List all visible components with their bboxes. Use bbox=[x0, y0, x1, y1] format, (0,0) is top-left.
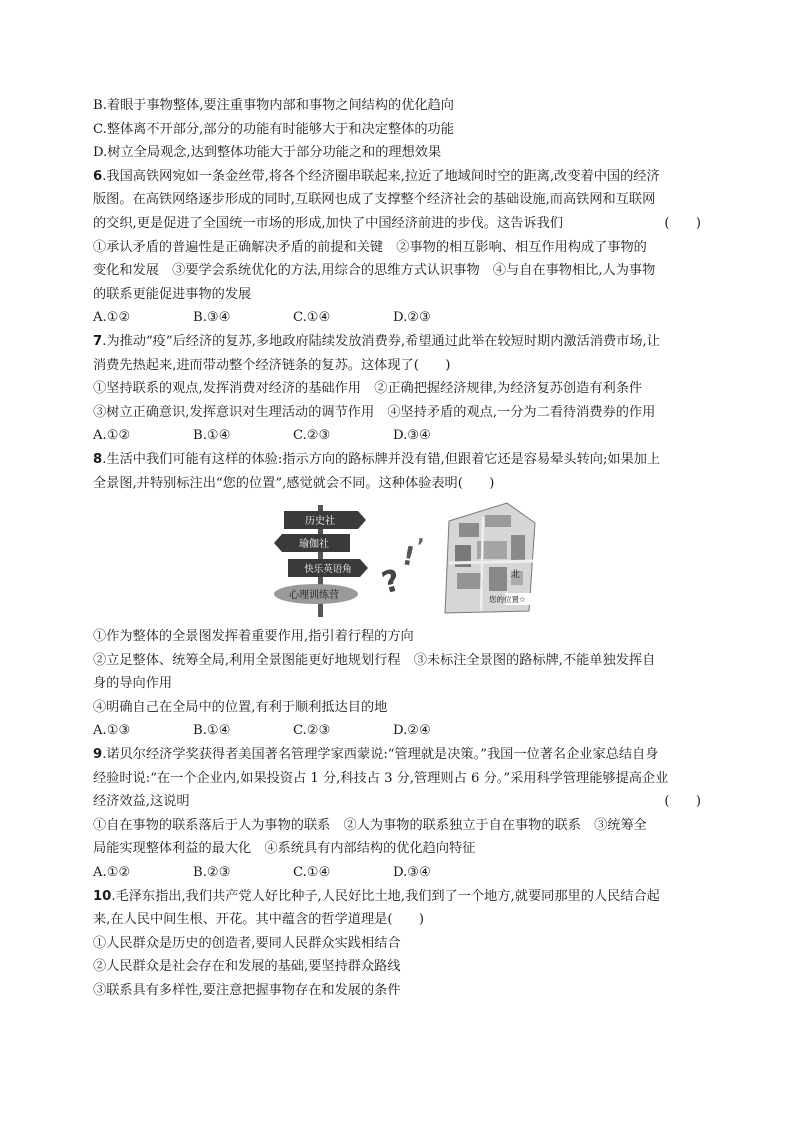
q6-statement-line1: ①承认矛盾的普遍性是正确解决矛盾的前提和关键 ②事物的相互影响、相互作用构成了事物的 bbox=[93, 239, 647, 255]
q8-option-c: C.②③ bbox=[293, 723, 331, 739]
q10-statement-line2: ②人民群众是社会存在和发展的基础,要坚持群众路线 bbox=[93, 959, 401, 975]
q5-option-b: B.着眼于事物整体,要注重事物内部和事物之间结构的优化趋向 bbox=[93, 98, 454, 113]
q6-stem-text1: .我国高铁网宛如一条金丝带,将各个经济圈串联起来,拉近了地域间时空的距离,改变着中国的经济 bbox=[102, 168, 660, 184]
q7-option-a: A.①② bbox=[93, 428, 131, 444]
q8-statement-line4: ④明确自己在全局中的位置,有利于顺利抵达目的地 bbox=[93, 699, 388, 715]
q10-statement-line1: ①人民群众是历史的创造者,要同人民群众实践相结合 bbox=[93, 935, 401, 951]
panorama-map-illustration bbox=[437, 501, 537, 616]
q10-stem-text1: .毛泽东指出,我们共产党人好比种子,人民好比土地,我们到了一个地方,就要同那里的人民结合起 bbox=[111, 888, 660, 904]
q8-number: 8 bbox=[93, 451, 103, 467]
q8-options bbox=[93, 719, 703, 743]
svg-text:?: ? bbox=[378, 563, 405, 602]
q9-option-d: D.③④ bbox=[393, 865, 431, 881]
q8-stem-line1 bbox=[93, 448, 703, 472]
signpost-illustration bbox=[270, 501, 370, 619]
q10-statement-line3: ③联系具有多样性,要注意把握事物存在和发展的条件 bbox=[93, 983, 401, 998]
q9-stem-line3 bbox=[93, 790, 703, 814]
q9-stem-text1: .诺贝尔经济学奖获得者美国著名管理学家西蒙说:“管理就是决策。”我国一位著名企业家总结自身 bbox=[102, 747, 659, 763]
map-north-label: 北 bbox=[511, 570, 521, 581]
q9-option-c: C.①④ bbox=[293, 865, 331, 881]
sign-2-label: 瑜伽社 bbox=[299, 539, 329, 551]
q8-stem-line2: 全景图,并特别标注出“您的位置”,感觉就会不同。这种体验表明( ) bbox=[93, 475, 495, 491]
q7-option-c: C.②③ bbox=[293, 428, 331, 444]
q10-stem-line2: 来,在人民中间生根、开花。其中蕴含的哲学道理是( ) bbox=[93, 912, 424, 928]
q6-stem-text3: 的交织,更是促进了全国统一市场的形成,加快了中国经济前进的步伐。这告诉我们 bbox=[93, 215, 563, 231]
sign-1-label: 历史社 bbox=[305, 516, 335, 528]
q9-answer-bracket: ( ) bbox=[664, 794, 701, 810]
q8-statement-line2: ②立足整体、统筹全局,利用全景图能更好地规划行程 ③未标注全景图的路标牌,不能单独发挥自 bbox=[93, 652, 656, 668]
sign-3-label: 快乐英语角 bbox=[304, 564, 352, 576]
q8-statement-line3: 身的导向作用 bbox=[93, 676, 173, 692]
q6-number: 6 bbox=[93, 168, 103, 184]
map-you-are-here-label: 您的位置☆ bbox=[489, 595, 526, 605]
q6-option-a: A.①② bbox=[93, 310, 131, 326]
q8-option-b: B.①④ bbox=[193, 723, 231, 739]
q9-option-a: A.①② bbox=[93, 865, 131, 881]
svg-text:!: ! bbox=[399, 541, 418, 573]
q6-option-c: C.①④ bbox=[293, 310, 331, 326]
q7-option-b: B.①④ bbox=[193, 428, 231, 444]
q7-stem-text1: .为推动“疫”后经济的复苏,多地政府陆续发放消费券,希望通过此举在较短时期内激活消费市场,让 bbox=[102, 333, 660, 349]
svg-text:ʼ: ʼ bbox=[417, 534, 425, 559]
q9-stem-text3: 经济效益,这说明 bbox=[93, 794, 190, 810]
q9-statement-line1: ①自在事物的联系落后于人为事物的联系 ②人为事物的联系独立于自在事物的联系 ③统筹全 bbox=[93, 817, 647, 833]
exam-page bbox=[93, 94, 703, 1003]
q6-statement-line3: 的联系更能促进事物的发展 bbox=[93, 286, 252, 302]
q8-stem-text1: .生活中我们可能有这样的体验:指示方向的路标牌并没有错,但跟着它还是容易晕头转向;如果加上 bbox=[102, 451, 661, 467]
q9-number: 9 bbox=[93, 747, 103, 763]
q7-number: 7 bbox=[93, 333, 103, 349]
q10-number: 10 bbox=[93, 888, 112, 904]
q7-options bbox=[93, 424, 703, 448]
q9-option-b: B.②③ bbox=[193, 865, 231, 881]
q6-stem-line2: 版图。在高铁网络逐步形成的同时,互联网也成了支撑整个经济社会的基础设施,而高铁网和互联网 bbox=[93, 192, 656, 208]
q8-option-d: D.②④ bbox=[393, 723, 431, 739]
q6-stem-line1 bbox=[93, 165, 703, 189]
q9-stem-line1 bbox=[93, 743, 703, 767]
q7-stem-line2: 消费先热起来,进而带动整个经济链条的复苏。这体现了( ) bbox=[93, 357, 451, 373]
q7-statement-line1: ①坚持联系的观点,发挥消费对经济的基础作用 ②正确把握经济规律,为经济复苏创造有利条件 bbox=[93, 381, 643, 397]
q6-option-b: B.③④ bbox=[193, 310, 231, 326]
q10-stem-line1 bbox=[93, 885, 703, 909]
q7-statement-line2: ③树立正确意识,发挥意识对生理活动的调节作用 ④坚持矛盾的观点,一分为二看待消费券的作用 bbox=[93, 404, 656, 420]
q9-stem-line2: 经验时说:“在一个企业内,如果投资占 1 分,科技占 3 分,管理则占 6 分。”采用科学管理能够提高企业 bbox=[93, 770, 669, 786]
q9-options bbox=[93, 861, 703, 885]
q6-options bbox=[93, 306, 703, 330]
q7-option-d: D.③④ bbox=[393, 428, 431, 444]
q5-option-d: D.树立全局观念,达到整体功能大于部分功能之和的理想效果 bbox=[93, 145, 442, 161]
q6-answer-bracket: ( ) bbox=[664, 215, 701, 231]
q7-stem-line1 bbox=[93, 330, 703, 354]
q6-statement-line2: 变化和发展 ③要学会系统优化的方法,用综合的思维方式认识事物 ④与自在事物相比,人为事物 bbox=[93, 263, 656, 279]
q6-stem-line3 bbox=[93, 212, 703, 236]
q5-option-c: C.整体离不开部分,部分的功能有时能够大于和决定整体的功能 bbox=[93, 121, 454, 137]
q6-option-d: D.②③ bbox=[393, 310, 431, 326]
q8-option-a: A.①③ bbox=[93, 723, 131, 739]
question-marks-icon bbox=[373, 531, 433, 601]
q8-figure bbox=[93, 501, 703, 619]
q8-statement-line1: ①作为整体的全景图发挥着重要作用,指引着行程的方向 bbox=[93, 629, 414, 645]
sign-4-label: 心理训练营 bbox=[289, 590, 339, 602]
q9-statement-line2: 局能实现整体利益的最大化 ④系统具有内部结构的优化趋向特征 bbox=[93, 841, 476, 857]
